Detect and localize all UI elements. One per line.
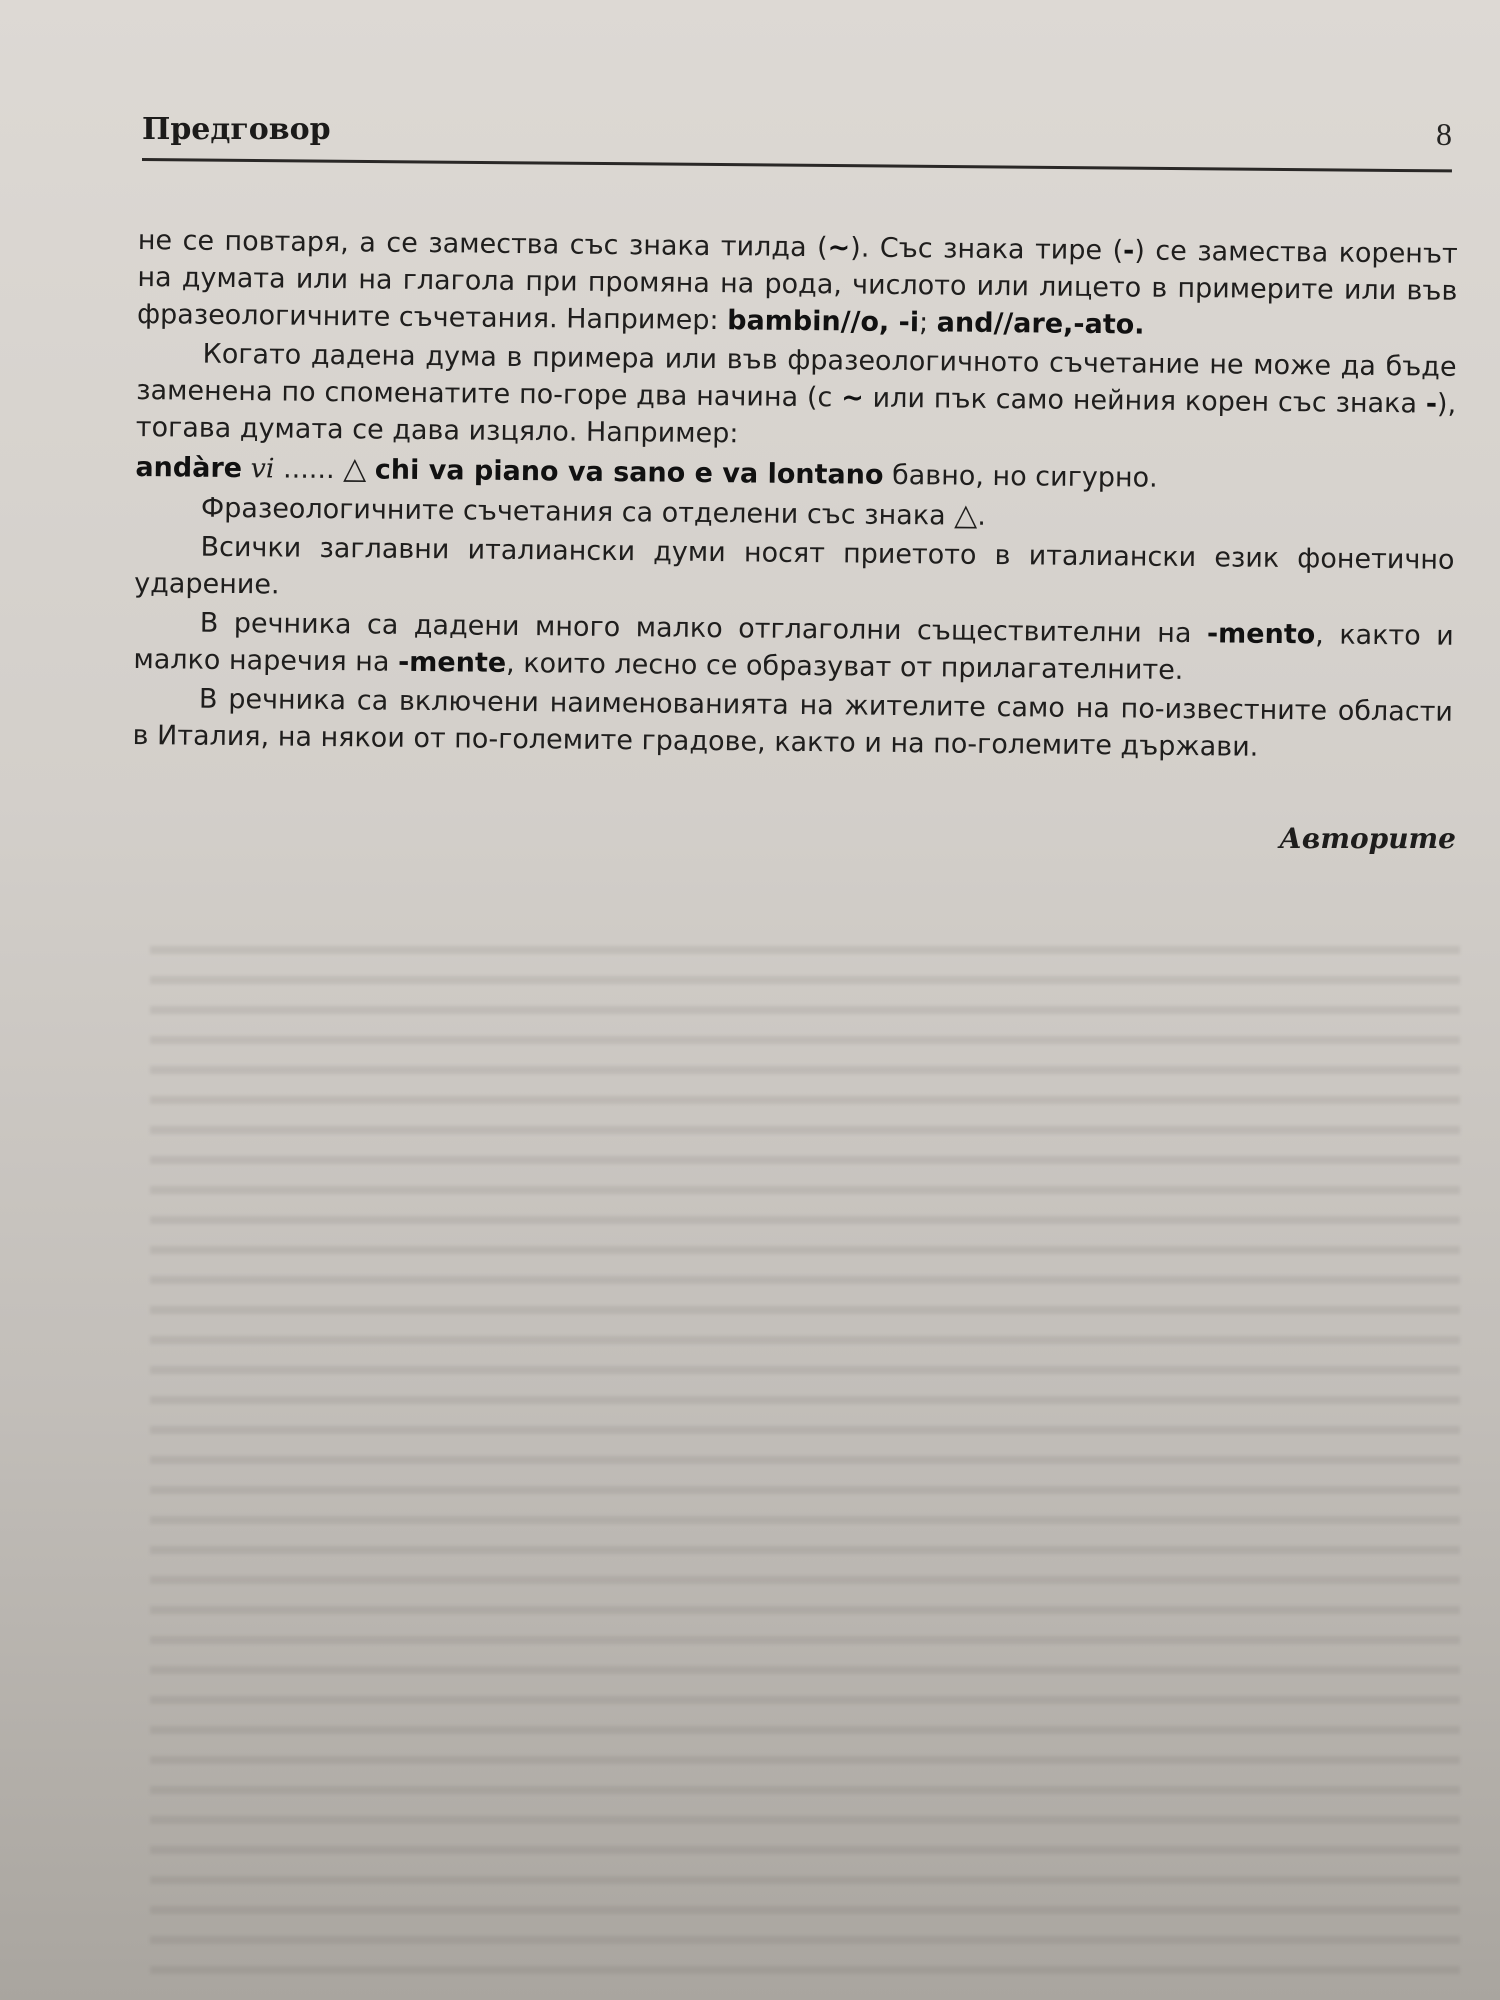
paragraph-2: Когато дадена дума в примера или във фразеологичното съчетание не може да бъде заменена по споменатите по-горе два начина (с ~ или пък само нейния корен със знака -), тогава думата се дава изцяло. Например: bbox=[135, 338, 1457, 450]
running-title: Предговор bbox=[142, 112, 331, 147]
paragraph-7: В речника са включени наименованията на жителите само на по-известните области в Италия, на някои от по-големите градове, както и на по-големите държави. bbox=[132, 683, 1454, 763]
grammar-abbr: vi bbox=[250, 453, 275, 485]
preface-text bbox=[132, 222, 1458, 770]
headword: andàre bbox=[135, 451, 243, 485]
paragraph-6: В речника са дадени много малко отглаголни съществителни на -mento, както и малко наречия на -mente, които лесно се образуват от прилагателните. bbox=[133, 607, 1454, 686]
page-number: 8 bbox=[1436, 116, 1452, 152]
triangle-icon: △ bbox=[954, 497, 978, 533]
authors-signature: Авторите bbox=[1279, 822, 1456, 855]
triangle-icon: △ bbox=[343, 451, 367, 487]
paragraph-1: не се повтаря, а се замества със знака тилда (~). Със знака тире (-) се замества коренът на думата или на глагола при промяна на рода, числото или лицето в примерите или във фразеологичните съчетания. Например: bambin//o, -i; and//are,-ato. bbox=[136, 224, 1458, 341]
suffix-mente: -mente bbox=[397, 646, 507, 679]
example-bambino: bambin//o, -i bbox=[727, 305, 920, 339]
page-header bbox=[142, 108, 1452, 164]
tilde-sign: ~ bbox=[827, 232, 851, 264]
italian-phrase: chi va piano va sano e va lontano bbox=[374, 454, 884, 491]
dots: ...... bbox=[282, 453, 335, 486]
suffix-mento: -mento bbox=[1206, 618, 1316, 651]
paragraph-5: Всички заглавни италиански думи носят приетото в италиански език фонетично ударение. bbox=[134, 531, 1455, 601]
dash-sign: - bbox=[1425, 388, 1438, 420]
bleed-through-text bbox=[150, 930, 1460, 1990]
phrase-translation: бавно, но сигурно. bbox=[891, 459, 1158, 494]
example-andare: and//are,-ato. bbox=[936, 307, 1145, 341]
tilde-sign: ~ bbox=[841, 382, 864, 414]
dash-sign: - bbox=[1122, 235, 1135, 267]
paragraph-4: Фразеологичните съчетания са отделени със знака △. bbox=[200, 492, 987, 533]
